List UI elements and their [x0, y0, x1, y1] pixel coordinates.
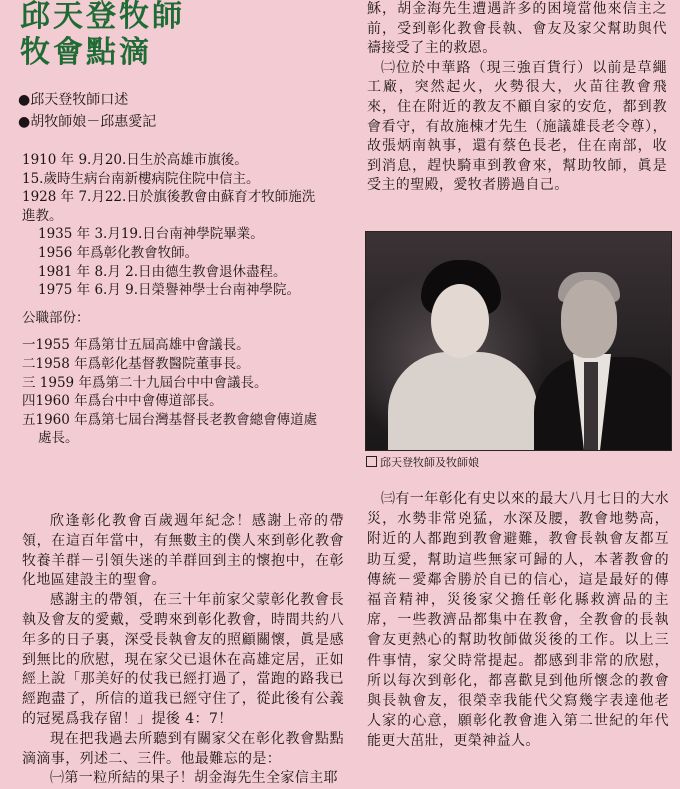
byline-narrator: ●邱天登牧師口述 — [18, 92, 129, 108]
paragraph: ㈢有一年彰化有史以來的最大八月七日的大水災，水勢非常兇猛，水深及腰，教會地勢高，附近的人都跑到教會避難，教會長執會友都互助互愛，幫助這些無家可歸的人，本著教會的傳統－愛鄰舍勝於自已的信心，這是最好的傳福音精神，災後家父擔任彰化縣救濟品的主席，一些教濟品都集中在教會，全教會的長執會友更熱心的幫助牧師做災後的工作。以上三件事情，家父時常提起。都感到非常的欣慰，所以每次到彰化，都喜歡見到他所懷念的教會與長執會友，很榮幸我能代父寫幾字表達他老人家的心意，願彰化教會進入第二世紀的年代能更大茁壯，更榮神益人。 — [367, 491, 669, 750]
office-line: 二1958 年爲彰化基督教醫院董事長。 — [22, 355, 250, 372]
bio-line: 進教。 — [22, 207, 63, 224]
paragraph: 欣逢彰化教會百歲週年紀念！感謝上帝的帶領，在這百年當中，有無數主的僕人來到彰化教會牧養羊群－引領失迷的羊群回到主的懷抱中，在彰化地區建設主的聖會。 — [22, 513, 344, 589]
man-tie — [584, 362, 598, 451]
paragraph: 感謝主的帶領，在三十年前家父蒙彰化教會長執及會友的愛戴，受聘來到彰化教會，時間共約八年多的日子裏，深受長執會友的照顧關懷，眞是感到無比的欣慰，現在家父已退休在高雄定居，正如經上說「那美好的仗我已經打過了，當跑的路我已經跑盡了，所信的道我已經守住了，從此後有公義的冠冕爲我存留！」提後 4：7！ — [22, 592, 344, 727]
portrait-photo — [365, 231, 672, 451]
byline-recorder: ●胡牧師娘－邱惠愛記 — [18, 114, 157, 130]
paragraph: ㈡位於中華路（現三強百貨行）以前是草繩工廠，突然起火，火勢很大，火苗往教會飛來，住在附近的教友不顧自家的安危，都到教會看守，有故施棟才先生（施議雄長老令尊），故張炳南執事，還有蔡色長老，住在南部，收到消息，趕快騎車到教會來，幫助牧師，眞是受主的聖殿，愛牧者勝過自己。 — [367, 59, 667, 194]
right-column-top-text — [367, 0, 667, 196]
photo-caption — [366, 456, 479, 470]
paragraph: ㈠第一粒所結的果子！胡金海先生全家信主耶 — [50, 770, 338, 787]
biography-list — [22, 151, 352, 448]
office-line: 五1960 年爲第七屆台灣基督長老教會總會傳道處 — [22, 411, 318, 428]
offices-heading: 公職部份： — [22, 309, 90, 326]
bio-line: 1910 年 9.月20.日生於高雄市旗後。 — [22, 152, 248, 168]
paragraph: 穌，胡金海先生遭遇許多的困境當他來信主之前，受到彰化教會長執、會友及家父幫助與代禱接受了主的救恩。 — [367, 1, 667, 57]
office-line: 一1955 年爲第廿五屆高雄中會議長。 — [22, 337, 250, 354]
bio-line: 1981 年 8.月 2.日由德生教會退休盡程。 — [38, 263, 287, 280]
woman-figure — [388, 352, 538, 451]
photo-caption-text: 邱天登牧師及牧師娘 — [380, 456, 479, 469]
caption-box-icon — [366, 456, 377, 467]
bio-line: 1975 年 6.月 9.日榮譽神學士台南神學院。 — [38, 282, 300, 299]
office-line: 四1960 年爲台中中會傳道部長。 — [22, 393, 223, 410]
woman-face — [431, 284, 489, 358]
article-title-line1: 邱天登牧師 — [20, 0, 185, 34]
office-line: 三 1959 年爲第二十九屆台中中會議長。 — [22, 374, 268, 391]
office-line: 處長。 — [38, 430, 79, 447]
paragraph: 現在把我過去所聽到有關家父在彰化教會點點滴滴事，列述二、三件。他最難忘的是： — [22, 730, 344, 767]
article-title-line2: 牧會點滴 — [20, 35, 152, 70]
right-column-bottom-text — [367, 489, 669, 752]
bio-line: 1928 年 7.月22.日於旗後教會由蘇育才牧師施洗 — [22, 189, 316, 206]
left-column-text — [22, 512, 344, 789]
bio-line: 1956 年爲彰化教會牧師。 — [38, 244, 199, 261]
bio-line: 1935 年 3.月19.日台南神學院畢業。 — [38, 226, 264, 243]
man-face — [561, 280, 617, 358]
bio-line: 15.歲時生病台南新樓病院住院中信主。 — [22, 170, 260, 187]
